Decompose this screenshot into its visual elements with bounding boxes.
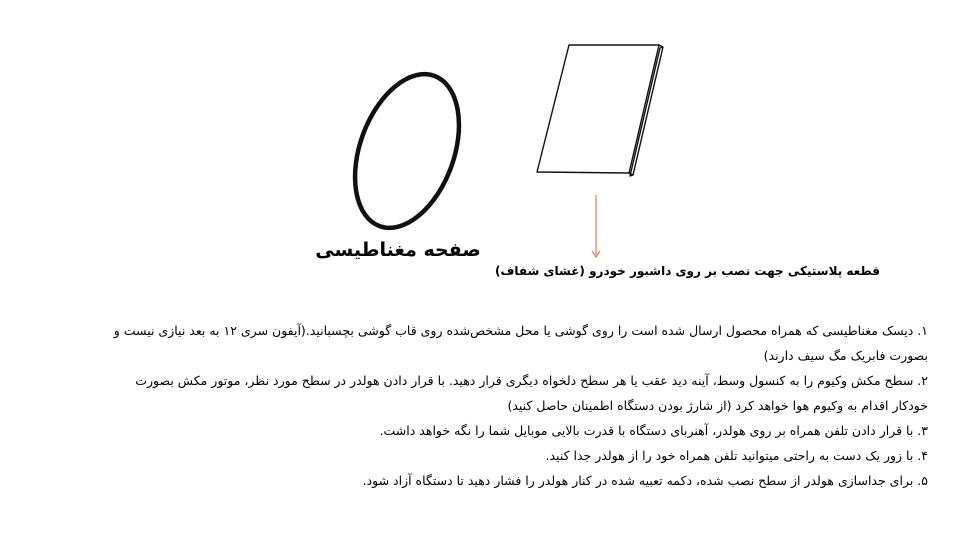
instruction-line: ۴. با زور یک دست به راحتی میتوانید تلفن همراه خود را از هولدر جدا کنید.	[545, 448, 928, 463]
plastic-film-outline	[537, 45, 663, 176]
instructions-list	[30, 318, 928, 493]
instruction-line: ۳. با قرار دادن تلفن همراه بر روی هولدر، آهنربای دستگاه با قدرت بالایی موبایل شما را نگه خواهد داشت.	[379, 423, 928, 438]
magnetic-plate-outline	[335, 60, 478, 243]
pointer-arrow	[592, 195, 600, 257]
instruction-line: ۲. سطح مکش وکیوم را به کنسول وسط، آینه دید عقب یا هر سطح دلخواه دیگری قرار دهید. با قرار دادن هولدر در سطح مورد نظر، موتور مکش بصورت	[135, 373, 928, 388]
instruction-line: ۱. دیسک مغناطیسی که همراه محصول ارسال شده است را روی گوشی یا محل مشخص‌شده روی قاب گوشی بچسبانید.(آیفون سری ۱۲ به بعد نیازی نیست و	[113, 323, 928, 338]
instruction-line: بصورت فابریک مگ سیف دارند)	[763, 348, 928, 363]
magnetic-plate-label: صفحه مغناطیسی	[315, 239, 481, 261]
instruction-line: خودکار اقدام به وکیوم هوا خواهد کرد (از شارژ بودن دستگاه اطمینان حاصل کنید)	[507, 398, 928, 413]
plastic-film-label: قطعه پلاستیکی جهت نصب بر روی داشبور خودرو (غشای شفاف)	[494, 264, 880, 278]
instruction-line: ۵. برای جداسازی هولدر از سطح نصب شده، دکمه تعبیه شده در کنار هولدر را فشار دهید تا دستگاه آزاد شود.	[362, 473, 928, 488]
